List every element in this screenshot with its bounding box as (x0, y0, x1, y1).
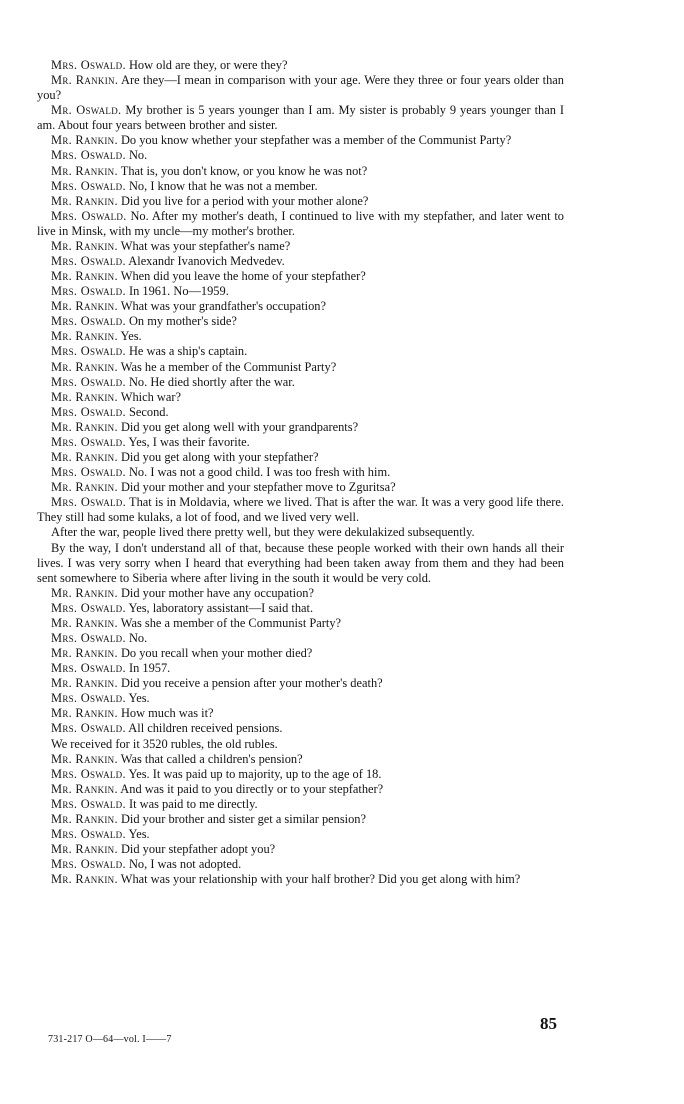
speaker-name: Mrs. Oswald. (51, 465, 126, 480)
statement-text: No. (128, 148, 148, 163)
speaker-name: Mr. Rankin. (51, 585, 118, 600)
testimony-paragraph (37, 375, 564, 390)
speaker-name: Mrs. Oswald. (51, 178, 126, 193)
statement-text: No, I know that he was not a member. (128, 178, 318, 193)
statement-text: Was that called a children's pension? (120, 751, 303, 766)
statement-text: My brother is 5 years younger than I am. My sister is probably 9 years younger than I am. About four years between brother and sister. (37, 103, 564, 133)
testimony-paragraph (37, 344, 564, 359)
testimony-paragraph (37, 691, 564, 706)
speaker-name: Mrs. Oswald. (51, 857, 126, 872)
speaker-name: Mr. Rankin. (51, 299, 118, 314)
statement-text: Yes, laboratory assistant—I said that. (128, 600, 314, 615)
statement-text: In 1957. (128, 661, 171, 676)
statement-text: Yes. It was paid up to majority, up to the age of 18. (128, 766, 382, 781)
speaker-name: Mrs. Oswald. (51, 148, 126, 163)
testimony-paragraph (37, 148, 564, 163)
statement-text: How old are they, or were they? (128, 58, 288, 72)
testimony-paragraph (37, 73, 564, 103)
speaker-name: Mrs. Oswald. (51, 495, 126, 510)
testimony-paragraph (37, 329, 564, 344)
statement-text: What was your relationship with your half brother? Did you get along with him? (120, 872, 521, 887)
speaker-name: Mrs. Oswald. (51, 826, 126, 841)
statement-text: Was he a member of the Communist Party? (120, 359, 337, 374)
speaker-name: Mr. Rankin. (51, 751, 118, 766)
speaker-name: Mrs. Oswald. (51, 766, 126, 781)
speaker-name: Mrs. Oswald. (51, 344, 126, 359)
speaker-name: Mr. Rankin. (51, 842, 118, 857)
statement-text: No. I was not a good child. I was too fresh with him. (128, 465, 391, 480)
speaker-name: Mrs. Oswald. (51, 254, 126, 269)
statement-text: Did you get along well with your grandparents? (120, 419, 359, 434)
statement-text: Do you recall when your mother died? (120, 646, 313, 661)
testimony-paragraph (37, 857, 564, 872)
statement-text: How much was it? (120, 706, 214, 721)
statement-text: No. After my mother's death, I continued to live with my stepfather, and later went to live in Minsk, with my uncle—my mother's brother. (37, 208, 564, 238)
speaker-name: Mr. Rankin. (51, 872, 118, 887)
testimony-paragraph (37, 797, 564, 812)
testimony-paragraph (37, 58, 564, 73)
statement-text: No. He died shortly after the war. (128, 374, 295, 389)
statement-text: No, I was not adopted. (128, 857, 242, 872)
testimony-paragraph (37, 179, 564, 194)
testimony-paragraph (37, 390, 564, 405)
testimony-paragraph (37, 586, 564, 601)
speaker-name: Mr. Rankin. (51, 163, 118, 178)
speaker-name: Mr. Rankin. (51, 238, 118, 253)
statement-text: By the way, I don't understand all of that, because these people worked with their own hands all their lives. I was very sorry when I heard that everything had been taken away from them and they had been sent somewhere to Siberia where after living in the south it would be very cold. (37, 540, 564, 585)
statement-text: We received for it 3520 rubles, the old rubles. (51, 736, 278, 751)
speaker-name: Mrs. Oswald. (51, 661, 126, 676)
statement-text: Yes. (128, 691, 150, 706)
statement-text: He was a ship's captain. (128, 344, 248, 359)
testimony-paragraph (37, 525, 564, 540)
speaker-name: Mrs. Oswald. (51, 600, 126, 615)
testimony-paragraph (37, 450, 564, 465)
testimony-paragraph (37, 239, 564, 254)
statement-text: Second. (128, 404, 169, 419)
speaker-name: Mr. Rankin. (51, 781, 118, 796)
testimony-paragraph (37, 676, 564, 691)
testimony-paragraph (37, 752, 564, 767)
testimony-body (37, 58, 564, 887)
testimony-paragraph (37, 767, 564, 782)
page-number: 85 (540, 1014, 557, 1033)
testimony-paragraph (37, 405, 564, 420)
testimony-paragraph (37, 269, 564, 284)
statement-text: Did your mother and your stepfather move to Zguritsa? (120, 480, 396, 495)
speaker-name: Mr. Rankin. (51, 811, 118, 826)
statement-text: That is in Moldavia, where we lived. That is after the war. It was a very good life there. They still had some kulaks, a lot of food, and we lived very well. (37, 495, 564, 525)
statement-text: No. (128, 630, 148, 645)
speaker-name: Mrs. Oswald. (51, 630, 126, 645)
statement-text: Are they—I mean in comparison with your age. Were they three or four years older than you? (37, 73, 564, 103)
statement-text: Which war? (120, 389, 181, 404)
statement-text: In 1961. No—1959. (128, 284, 229, 299)
speaker-name: Mrs. Oswald. (51, 58, 126, 72)
testimony-paragraph (37, 299, 564, 314)
speaker-name: Mr. Rankin. (51, 480, 118, 495)
statement-text: Did your brother and sister get a similar pension? (120, 811, 366, 826)
speaker-name: Mr. Rankin. (51, 73, 119, 88)
statement-text: Did you receive a pension after your mother's death? (120, 676, 383, 691)
testimony-paragraph (37, 541, 564, 586)
testimony-paragraph (37, 284, 564, 299)
testimony-paragraph (37, 782, 564, 797)
speaker-name: Mr. Rankin. (51, 359, 118, 374)
speaker-name: Mr. Rankin. (51, 450, 118, 465)
testimony-paragraph (37, 827, 564, 842)
statement-text: Did your mother have any occupation? (120, 585, 315, 600)
testimony-paragraph (37, 194, 564, 209)
speaker-name: Mr. Rankin. (51, 389, 118, 404)
testimony-paragraph (37, 872, 564, 887)
speaker-name: Mrs. Oswald. (51, 208, 127, 223)
testimony-paragraph (37, 314, 564, 329)
speaker-name: Mrs. Oswald. (51, 374, 126, 389)
testimony-paragraph (37, 616, 564, 631)
speaker-name: Mrs. Oswald. (51, 721, 126, 736)
speaker-name: Mrs. Oswald. (51, 691, 126, 706)
speaker-name: Mrs. Oswald. (51, 404, 126, 419)
statement-text: What was your grandfather's occupation? (120, 299, 326, 314)
speaker-name: Mr. Oswald. (51, 103, 122, 118)
testimony-paragraph (37, 133, 564, 148)
statement-text: That is, you don't know, or you know he was not? (120, 163, 368, 178)
testimony-paragraph (37, 661, 564, 676)
speaker-name: Mr. Rankin. (51, 269, 118, 284)
testimony-paragraph (37, 254, 564, 269)
statement-text: It was paid to me directly. (128, 796, 258, 811)
testimony-paragraph (37, 360, 564, 375)
speaker-name: Mrs. Oswald. (51, 314, 126, 329)
testimony-paragraph (37, 646, 564, 661)
testimony-paragraph (37, 737, 564, 752)
testimony-paragraph (37, 103, 564, 133)
speaker-name: Mr. Rankin. (51, 646, 118, 661)
testimony-paragraph (37, 631, 564, 646)
statement-text: Yes, I was their favorite. (128, 434, 250, 449)
statement-text: Yes. (128, 826, 150, 841)
speaker-name: Mr. Rankin. (51, 193, 118, 208)
testimony-paragraph (37, 721, 564, 736)
speaker-name: Mr. Rankin. (51, 419, 118, 434)
statement-text: Did you get along with your stepfather? (120, 450, 319, 465)
speaker-name: Mrs. Oswald. (51, 284, 126, 299)
testimony-paragraph (37, 209, 564, 239)
statement-text: All children received pensions. (128, 721, 283, 736)
statement-text: Did your stepfather adopt you? (120, 842, 276, 857)
speaker-name: Mr. Rankin. (51, 133, 118, 148)
testimony-paragraph (37, 601, 564, 616)
speaker-name: Mrs. Oswald. (51, 796, 126, 811)
speaker-name: Mr. Rankin. (51, 615, 118, 630)
testimony-paragraph (37, 495, 564, 525)
speaker-name: Mr. Rankin. (51, 329, 118, 344)
statement-text: Was she a member of the Communist Party? (120, 615, 342, 630)
statement-text: When did you leave the home of your stepfather? (120, 269, 366, 284)
testimony-paragraph (37, 480, 564, 495)
speaker-name: Mr. Rankin. (51, 676, 118, 691)
statement-text: And was it paid to you directly or to your stepfather? (120, 781, 384, 796)
statement-text: Did you live for a period with your mother alone? (120, 193, 369, 208)
speaker-name: Mrs. Oswald. (51, 434, 126, 449)
speaker-name: Mr. Rankin. (51, 706, 118, 721)
statement-text: Yes. (120, 329, 142, 344)
footer-print-code: 731-217 O—64—vol. I——7 (48, 1034, 172, 1045)
statement-text: Do you know whether your stepfather was a member of the Communist Party? (120, 133, 512, 148)
statement-text: On my mother's side? (128, 314, 237, 329)
testimony-paragraph (37, 164, 564, 179)
testimony-paragraph (37, 842, 564, 857)
testimony-paragraph (37, 465, 564, 480)
testimony-paragraph (37, 812, 564, 827)
statement-text: What was your stepfather's name? (120, 238, 291, 253)
statement-text: Alexandr Ivanovich Medvedev. (128, 254, 285, 269)
testimony-paragraph (37, 706, 564, 721)
testimony-paragraph (37, 435, 564, 450)
statement-text: After the war, people lived there pretty well, but they were dekulakized subsequently. (51, 525, 475, 540)
testimony-paragraph (37, 420, 564, 435)
